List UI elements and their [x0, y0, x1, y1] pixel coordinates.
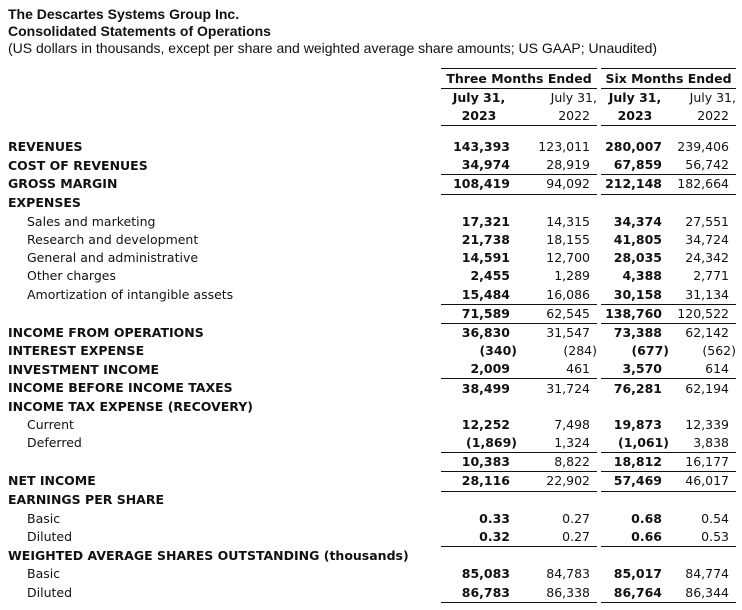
cell-value: 73,388: [613, 324, 662, 340]
row-label: Basic: [27, 566, 61, 582]
row-label: Other charges: [27, 268, 116, 284]
cell-value: 16,086: [517, 286, 597, 305]
cell-value: [517, 491, 597, 510]
table-row: [6, 434, 736, 453]
statement-title: Consolidated Statements of Operations: [8, 23, 271, 39]
row-label: Deferred: [27, 435, 82, 451]
cell-value: [517, 547, 597, 566]
three-months-header: Three Months Ended: [441, 69, 597, 89]
cell-value: 0.68: [631, 510, 662, 526]
table-row: [6, 267, 736, 285]
cell-value: 86,783: [441, 584, 517, 603]
table-row: [6, 510, 736, 528]
cell-value: 31,134: [669, 286, 736, 305]
cell-value: (284): [563, 343, 597, 359]
cell-value: 120,522: [669, 304, 736, 323]
cell-value: 22,902: [517, 472, 597, 491]
cell-value: 0.32: [441, 528, 517, 547]
table-row: [6, 156, 736, 175]
cell-value: [441, 491, 517, 510]
cell-value: [601, 491, 669, 510]
row-label: COST OF REVENUES: [8, 157, 148, 173]
table-row: [6, 286, 736, 305]
cell-value: 30,158: [601, 286, 669, 305]
table-row: [6, 213, 736, 231]
cell-value: 19,873: [613, 416, 662, 432]
cell-value: 34,974: [441, 156, 517, 175]
table-row: [6, 323, 736, 342]
cell-value: [669, 194, 736, 213]
row-label: INCOME FROM OPERATIONS: [8, 324, 204, 340]
cell-value: 461: [517, 360, 597, 379]
table-row: [6, 472, 736, 491]
cell-value: 71,589: [441, 304, 517, 323]
cell-value: 94,092: [517, 175, 597, 194]
table-row: [6, 249, 736, 267]
six-months-header: Six Months Ended: [601, 69, 736, 89]
cell-value: 12,339: [685, 416, 729, 432]
cell-value: 85,083: [461, 566, 510, 582]
cell-value: 4,388: [622, 268, 662, 284]
cell-value: 27,551: [685, 213, 729, 229]
cell-value: 182,664: [669, 175, 736, 194]
table-row: [6, 453, 736, 472]
cell-value: 18,155: [546, 232, 590, 248]
cell-value: 7,498: [554, 416, 590, 432]
cell-value: 36,830: [461, 324, 510, 340]
col-header-month: July 31,: [608, 90, 662, 105]
cell-value: 86,338: [517, 584, 597, 603]
cell-value: (677): [631, 343, 669, 359]
cell-value: 62,142: [685, 324, 729, 340]
cell-value: 12,252: [461, 416, 510, 432]
cell-value: (1,869): [441, 434, 517, 453]
cell-value: 3,838: [669, 434, 736, 453]
cell-value: 62,194: [685, 380, 729, 396]
cell-value: 0.66: [601, 528, 669, 547]
date-header-year: [6, 107, 736, 126]
cell-value: 2,009: [441, 360, 517, 379]
row-label: Basic: [27, 510, 61, 526]
statement-rows: [6, 138, 736, 602]
cell-value: [669, 491, 736, 510]
cell-value: [441, 398, 517, 416]
cell-value: 16,177: [669, 453, 736, 472]
table-row: [6, 231, 736, 249]
cell-value: 34,374: [613, 213, 662, 229]
table-row: [6, 194, 736, 213]
column-group-header: [6, 69, 736, 89]
cell-value: 34,724: [685, 232, 729, 248]
table-row: [6, 398, 736, 416]
cell-value: 84,774: [685, 566, 729, 582]
cell-value: 143,393: [453, 139, 510, 155]
company-name: The Descartes Systems Group Inc.: [8, 6, 240, 22]
cell-value: (1,061): [601, 434, 669, 453]
cell-value: 2,771: [693, 268, 729, 284]
cell-value: 123,011: [538, 139, 590, 155]
row-label: EARNINGS PER SHARE: [8, 492, 165, 508]
cell-value: 85,017: [613, 566, 662, 582]
statement-header: [8, 6, 657, 57]
cell-value: 0.33: [479, 510, 510, 526]
cell-value: 15,484: [441, 286, 517, 305]
cell-value: 0.27: [562, 510, 590, 526]
cell-value: 10,383: [441, 453, 517, 472]
row-label: General and administrative: [27, 250, 199, 266]
table-row: [6, 304, 736, 323]
cell-value: [669, 547, 736, 566]
cell-value: (562): [702, 343, 736, 359]
cell-value: [441, 547, 517, 566]
cell-value: 46,017: [669, 472, 736, 491]
table-row: [6, 360, 736, 379]
cell-value: 14,591: [461, 250, 510, 266]
table-row: [6, 565, 736, 583]
col-header-month: July 31,: [550, 90, 597, 105]
table-row: [6, 416, 736, 434]
cell-value: 84,783: [546, 566, 590, 582]
cell-value: 18,812: [601, 453, 669, 472]
row-label: Diluted: [27, 584, 73, 600]
cell-value: [601, 547, 669, 566]
cell-value: 12,700: [546, 250, 590, 266]
table-row: [6, 175, 736, 194]
cell-value: [669, 398, 736, 416]
cell-value: 614: [669, 360, 736, 379]
cell-value: 239,406: [677, 139, 729, 155]
cell-value: 1,324: [517, 434, 597, 453]
cell-value: 28,116: [441, 472, 517, 491]
cell-value: 31,547: [546, 324, 590, 340]
cell-value: [441, 194, 517, 213]
row-label: INCOME BEFORE INCOME TAXES: [8, 380, 233, 396]
table-row: [6, 528, 736, 547]
cell-value: 2,455: [470, 268, 510, 284]
row-label: Research and development: [27, 232, 199, 248]
cell-value: 14,315: [546, 213, 590, 229]
row-label: INVESTMENT INCOME: [8, 361, 160, 377]
cell-value: 17,321: [461, 213, 510, 229]
cell-value: 280,007: [605, 139, 662, 155]
cell-value: 28,919: [517, 156, 597, 175]
cell-value: 41,805: [613, 232, 662, 248]
cell-value: 56,742: [669, 156, 736, 175]
cell-value: [517, 398, 597, 416]
row-label: INCOME TAX EXPENSE (RECOVERY): [8, 398, 253, 414]
cell-value: 212,148: [601, 175, 669, 194]
cell-value: 38,499: [461, 380, 510, 396]
cell-value: 0.54: [701, 510, 729, 526]
row-label: Sales and marketing: [27, 213, 156, 229]
table-row: [6, 379, 736, 398]
statement-note: (US dollars in thousands, except per share and weighted average share amounts; US GAAP; Unaudited): [8, 40, 658, 56]
cell-value: 28,035: [613, 250, 662, 266]
cell-value: 76,281: [613, 380, 662, 396]
income-statement-table: [6, 68, 736, 603]
cell-value: 24,342: [685, 250, 729, 266]
cell-value: 57,469: [601, 472, 669, 491]
cell-value: 86,764: [601, 584, 669, 603]
cell-value: 0.53: [669, 528, 736, 547]
cell-value: 21,738: [461, 232, 510, 248]
row-label: [6, 453, 441, 472]
cell-value: 8,822: [517, 453, 597, 472]
cell-value: (340): [479, 343, 517, 359]
table-row: [6, 547, 736, 566]
col-header-month: July 31,: [689, 90, 736, 105]
cell-value: 108,419: [441, 175, 517, 194]
cell-value: 1,289: [554, 268, 590, 284]
table-row: [6, 342, 736, 360]
date-header-month: [6, 89, 736, 108]
cell-value: 62,545: [517, 304, 597, 323]
row-label: EXPENSES: [8, 195, 81, 211]
cell-value: 0.27: [517, 528, 597, 547]
row-label: REVENUES: [8, 139, 83, 155]
row-label: Amortization of intangible assets: [27, 286, 234, 302]
cell-value: 3,570: [601, 360, 669, 379]
col-header-month: July 31,: [452, 90, 506, 105]
table-row: [6, 491, 736, 510]
cell-value: [517, 194, 597, 213]
row-label: Diluted: [27, 529, 73, 545]
col-header-year: 2022: [669, 107, 736, 126]
cell-value: 67,859: [601, 156, 669, 175]
col-header-year: 2022: [517, 107, 597, 126]
row-label: NET INCOME: [8, 473, 96, 489]
row-label: GROSS MARGIN: [8, 176, 118, 192]
cell-value: 138,760: [601, 304, 669, 323]
row-label: Current: [27, 416, 74, 432]
col-header-year: 2023: [601, 107, 669, 126]
col-header-year: 2023: [441, 107, 517, 126]
row-label: INTEREST EXPENSE: [8, 343, 145, 359]
row-label: [6, 304, 441, 323]
cell-value: [601, 398, 669, 416]
row-label: WEIGHTED AVERAGE SHARES OUTSTANDING (thousands): [8, 547, 409, 563]
table-row: [6, 584, 736, 603]
cell-value: [601, 194, 669, 213]
cell-value: 86,344: [669, 584, 736, 603]
table-row: [6, 138, 736, 156]
cell-value: 31,724: [546, 380, 590, 396]
